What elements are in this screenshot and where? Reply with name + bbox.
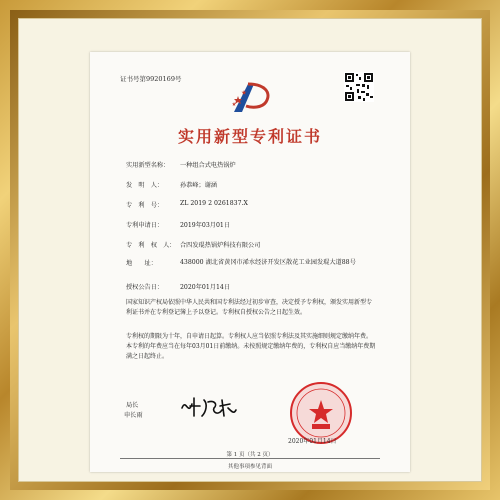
field-value-patentee: 合四发琨热锅炉科技有限公司 — [180, 242, 261, 249]
patent-office-emblem-icon — [228, 78, 274, 118]
field-value-application-date: 2019年03月01日 — [180, 222, 231, 229]
field-label-grant-date: 授权公告日： — [126, 284, 164, 291]
seal-date: 2020年01月14日 — [288, 438, 337, 445]
field-label-name: 实用新型名称： — [126, 162, 170, 169]
field-value-patent-number: ZL 2019 2 0261837.X — [180, 200, 248, 207]
field-label-application-date: 专利申请日： — [126, 222, 164, 229]
qr-code-icon — [344, 72, 374, 102]
paragraph-grant: 国家知识产权局依照中华人民共和国专利法经过初步审查，决定授予专利权，颁发实用新型专利证书并在专利登记簿上予以登记。专利权自授权公告之日起生效。 — [126, 299, 373, 316]
field-label-inventor: 发 明 人： — [126, 182, 164, 189]
signature-label: 局长 — [126, 402, 139, 409]
page-number: 第 1 页（共 2 页） — [226, 452, 274, 458]
field-value-name: 一种组合式电热锅炉 — [180, 162, 236, 169]
footer-note: 其他事项参见背面 — [227, 464, 272, 470]
field-label-patent-number: 专 利 号： — [126, 202, 164, 209]
footer-divider — [120, 458, 380, 459]
certificate-paper — [90, 52, 410, 472]
paragraph-term: 专利权的期限为十年，自申请日起算。专利权人应当依照专利法及其实施细则规定缴纳年费。本专利的年费应当在每年03月01日前缴纳。未按照规定缴纳年费的，专利权自应当缴纳年费期满之日起终止。 — [126, 333, 376, 360]
signature-subtitle: 申长雨 — [124, 412, 143, 419]
certificate-number: 证书号第9920169号 — [120, 75, 182, 83]
field-label-address: 地 址： — [126, 260, 157, 267]
field-label-patentee: 专 利 权 人： — [126, 242, 176, 249]
handwritten-signature-icon — [178, 394, 240, 420]
field-value-address: 438000 湖北省黄冈市浠水经济开发区散花工业园发琨大道88号 — [180, 259, 356, 266]
certificate-title: 实用新型专利证书 — [177, 127, 322, 146]
field-value-inventor: 孙恭峰；谢涵 — [180, 182, 218, 189]
field-value-grant-date: 2020年01月14日 — [180, 284, 231, 291]
